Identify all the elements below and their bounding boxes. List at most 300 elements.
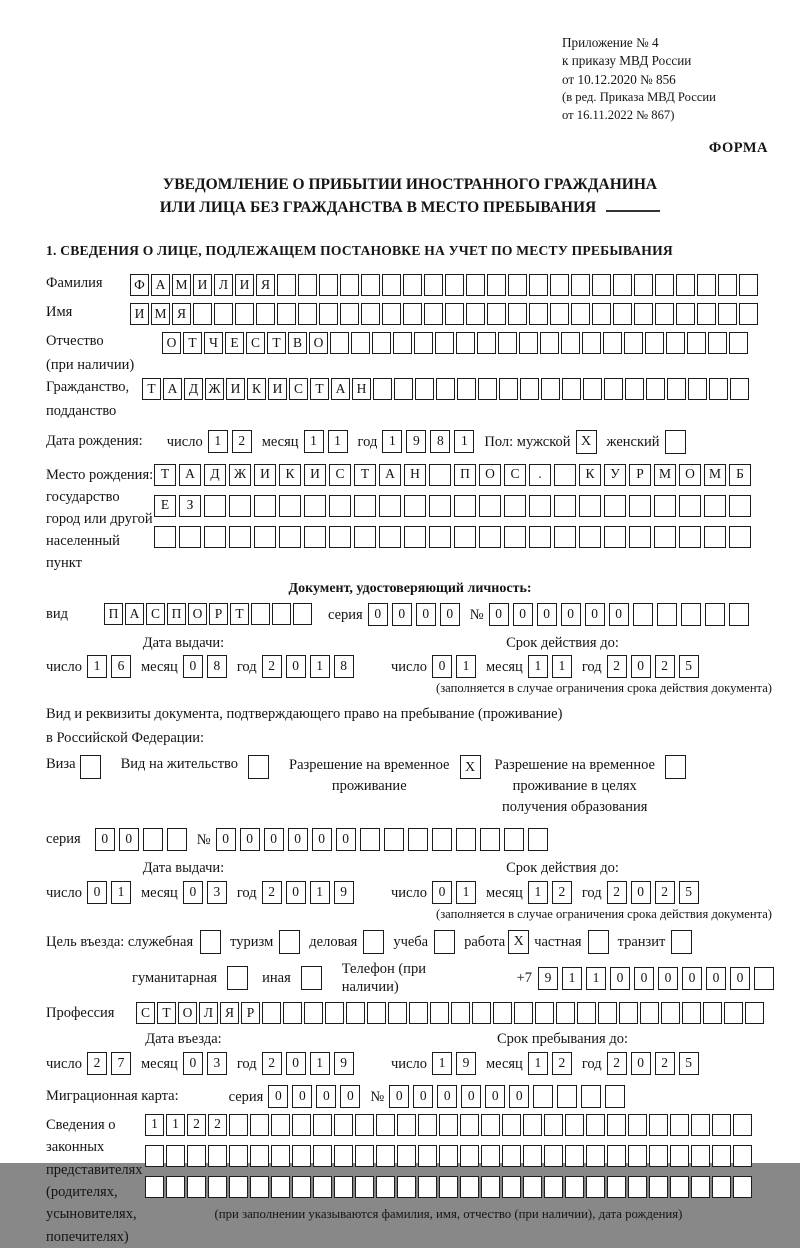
char-box[interactable]	[670, 1145, 689, 1167]
month-boxes[interactable]	[183, 1052, 227, 1075]
char-box[interactable]: 1	[456, 881, 476, 904]
char-box[interactable]	[403, 274, 422, 296]
char-box[interactable]	[367, 1002, 386, 1024]
char-box[interactable]	[355, 1145, 374, 1167]
char-box[interactable]	[154, 526, 176, 548]
char-box[interactable]: 0	[286, 655, 306, 678]
char-box[interactable]	[329, 526, 351, 548]
char-box[interactable]	[729, 603, 749, 626]
char-box[interactable]: 0	[489, 603, 509, 626]
year-boxes[interactable]	[262, 881, 354, 904]
char-box[interactable]	[460, 1145, 479, 1167]
char-box[interactable]: Ч	[204, 332, 223, 354]
char-box[interactable]: Л	[199, 1002, 218, 1024]
char-box[interactable]	[504, 495, 526, 517]
char-box[interactable]	[382, 303, 401, 325]
char-box[interactable]: 0	[416, 603, 436, 626]
char-box[interactable]: 3	[207, 881, 227, 904]
char-box[interactable]	[179, 526, 201, 548]
char-box[interactable]	[429, 526, 451, 548]
char-box[interactable]	[394, 378, 413, 400]
char-box[interactable]	[272, 603, 291, 625]
birthplace-row-1[interactable]	[154, 464, 751, 486]
char-box[interactable]	[487, 274, 506, 296]
day-boxes[interactable]	[87, 655, 131, 678]
purpose-checkbox-private[interactable]	[588, 930, 609, 954]
month-boxes[interactable]	[528, 881, 572, 904]
char-box[interactable]	[478, 378, 497, 400]
char-box[interactable]	[229, 1145, 248, 1167]
char-box[interactable]	[634, 274, 653, 296]
char-box[interactable]: Р	[241, 1002, 260, 1024]
char-box[interactable]: 0	[389, 1085, 409, 1108]
visa-checkbox[interactable]	[80, 755, 101, 779]
char-box[interactable]: 8	[334, 655, 354, 678]
char-box[interactable]: И	[304, 464, 326, 486]
char-box[interactable]	[293, 603, 312, 625]
char-box[interactable]	[166, 1176, 185, 1198]
char-box[interactable]	[579, 495, 601, 517]
char-box[interactable]	[439, 1145, 458, 1167]
char-box[interactable]: К	[279, 464, 301, 486]
char-box[interactable]	[708, 332, 727, 354]
char-box[interactable]	[397, 1176, 416, 1198]
char-box[interactable]	[565, 1114, 584, 1136]
char-box[interactable]: 0	[440, 603, 460, 626]
char-box[interactable]: 0	[292, 1085, 312, 1108]
char-box[interactable]	[384, 828, 404, 851]
char-box[interactable]: Б	[729, 464, 751, 486]
char-box[interactable]	[554, 495, 576, 517]
char-box[interactable]	[523, 1176, 542, 1198]
char-box[interactable]: 1	[586, 967, 606, 990]
char-box[interactable]: И	[235, 274, 254, 296]
char-box[interactable]: 9	[334, 881, 354, 904]
char-box[interactable]	[418, 1114, 437, 1136]
char-box[interactable]: Д	[184, 378, 203, 400]
char-box[interactable]: Е	[154, 495, 176, 517]
char-box[interactable]	[292, 1176, 311, 1198]
char-box[interactable]: 0	[432, 881, 452, 904]
char-box[interactable]	[613, 303, 632, 325]
char-box[interactable]: П	[454, 464, 476, 486]
char-box[interactable]	[481, 1145, 500, 1167]
char-box[interactable]	[583, 378, 602, 400]
char-box[interactable]	[624, 332, 643, 354]
char-box[interactable]: Т	[310, 378, 329, 400]
char-box[interactable]	[409, 1002, 428, 1024]
purpose-checkbox-humanitarian[interactable]	[227, 966, 248, 990]
char-box[interactable]	[571, 274, 590, 296]
char-box[interactable]	[586, 1114, 605, 1136]
char-box[interactable]	[607, 1145, 626, 1167]
char-box[interactable]: 2	[262, 1052, 282, 1075]
char-box[interactable]: К	[247, 378, 266, 400]
char-box[interactable]	[640, 1002, 659, 1024]
char-box[interactable]	[607, 1176, 626, 1198]
char-box[interactable]	[376, 1114, 395, 1136]
char-box[interactable]: 1	[454, 430, 474, 453]
char-box[interactable]	[705, 603, 725, 626]
char-box[interactable]	[445, 274, 464, 296]
char-box[interactable]	[313, 1114, 332, 1136]
char-box[interactable]	[604, 495, 626, 517]
char-box[interactable]	[581, 1085, 601, 1108]
char-box[interactable]: 2	[655, 1052, 675, 1075]
char-box[interactable]	[439, 1176, 458, 1198]
char-box[interactable]: С	[246, 332, 265, 354]
char-box[interactable]: 0	[631, 655, 651, 678]
char-box[interactable]	[325, 1002, 344, 1024]
char-box[interactable]	[586, 1176, 605, 1198]
char-box[interactable]	[613, 274, 632, 296]
patronymic-boxes[interactable]	[162, 332, 748, 354]
char-box[interactable]	[204, 526, 226, 548]
char-box[interactable]: С	[329, 464, 351, 486]
char-box[interactable]	[388, 1002, 407, 1024]
char-box[interactable]: Т	[183, 332, 202, 354]
char-box[interactable]	[143, 828, 163, 851]
char-box[interactable]	[298, 303, 317, 325]
char-box[interactable]	[504, 526, 526, 548]
purpose-official-checkbox[interactable]	[200, 930, 221, 954]
char-box[interactable]	[334, 1176, 353, 1198]
char-box[interactable]	[529, 495, 551, 517]
char-box[interactable]: 1	[432, 1052, 452, 1075]
char-box[interactable]: М	[704, 464, 726, 486]
char-box[interactable]	[533, 1085, 553, 1108]
char-box[interactable]	[670, 1176, 689, 1198]
char-box[interactable]	[582, 332, 601, 354]
char-box[interactable]: 0	[336, 828, 356, 851]
char-box[interactable]: А	[163, 378, 182, 400]
char-box[interactable]: 0	[119, 828, 139, 851]
char-box[interactable]: О	[309, 332, 328, 354]
migcard-number-boxes[interactable]	[389, 1085, 625, 1108]
char-box[interactable]: И	[130, 303, 149, 325]
char-box[interactable]	[493, 1002, 512, 1024]
char-box[interactable]	[502, 1114, 521, 1136]
char-box[interactable]: 2	[208, 1114, 227, 1136]
char-box[interactable]: 0	[610, 967, 630, 990]
char-box[interactable]: 0	[216, 828, 236, 851]
char-box[interactable]: 2	[87, 1052, 107, 1075]
char-box[interactable]: М	[654, 464, 676, 486]
char-box[interactable]	[523, 1114, 542, 1136]
char-box[interactable]	[271, 1145, 290, 1167]
char-box[interactable]	[604, 378, 623, 400]
blank-underline[interactable]	[606, 198, 660, 212]
char-box[interactable]	[457, 378, 476, 400]
char-box[interactable]	[529, 526, 551, 548]
char-box[interactable]: 0	[240, 828, 260, 851]
char-box[interactable]	[424, 303, 443, 325]
char-box[interactable]	[724, 1002, 743, 1024]
sex-female-checkbox[interactable]	[665, 430, 686, 454]
citizenship-boxes[interactable]	[142, 378, 749, 400]
phone-boxes[interactable]	[538, 967, 774, 990]
char-box[interactable]: Н	[352, 378, 371, 400]
char-box[interactable]	[393, 332, 412, 354]
char-box[interactable]	[403, 303, 422, 325]
char-box[interactable]	[697, 274, 716, 296]
char-box[interactable]	[514, 1002, 533, 1024]
char-box[interactable]	[351, 332, 370, 354]
staydoc-number-boxes[interactable]	[216, 828, 548, 851]
char-box[interactable]: 0	[609, 603, 629, 626]
char-box[interactable]	[628, 1114, 647, 1136]
char-box[interactable]	[739, 303, 758, 325]
char-box[interactable]	[745, 1002, 764, 1024]
char-box[interactable]: 0	[437, 1085, 457, 1108]
char-box[interactable]	[605, 1085, 625, 1108]
char-box[interactable]	[214, 303, 233, 325]
char-box[interactable]: 0	[95, 828, 115, 851]
char-box[interactable]	[418, 1145, 437, 1167]
char-box[interactable]: 0	[513, 603, 533, 626]
char-box[interactable]: 2	[187, 1114, 206, 1136]
char-box[interactable]	[649, 1114, 668, 1136]
char-box[interactable]	[235, 303, 254, 325]
char-box[interactable]: Л	[214, 274, 233, 296]
char-box[interactable]: 5	[679, 881, 699, 904]
char-box[interactable]	[577, 1002, 596, 1024]
char-box[interactable]	[429, 495, 451, 517]
iddoc-kind-boxes[interactable]	[104, 603, 312, 625]
char-box[interactable]: Ж	[229, 464, 251, 486]
char-box[interactable]	[298, 274, 317, 296]
char-box[interactable]: 2	[552, 1052, 572, 1075]
char-box[interactable]	[562, 378, 581, 400]
char-box[interactable]: О	[162, 332, 181, 354]
char-box[interactable]	[657, 603, 677, 626]
char-box[interactable]	[313, 1145, 332, 1167]
char-box[interactable]	[354, 526, 376, 548]
char-box[interactable]	[250, 1145, 269, 1167]
char-box[interactable]	[439, 1114, 458, 1136]
char-box[interactable]	[435, 332, 454, 354]
char-box[interactable]: В	[288, 332, 307, 354]
char-box[interactable]	[329, 495, 351, 517]
char-box[interactable]: И	[268, 378, 287, 400]
char-box[interactable]	[361, 303, 380, 325]
migcard-series-boxes[interactable]	[268, 1085, 360, 1108]
char-box[interactable]	[460, 1114, 479, 1136]
char-box[interactable]: 0	[631, 881, 651, 904]
char-box[interactable]	[544, 1176, 563, 1198]
char-box[interactable]	[556, 1002, 575, 1024]
char-box[interactable]	[429, 464, 451, 486]
char-box[interactable]: 0	[413, 1085, 433, 1108]
char-box[interactable]	[561, 332, 580, 354]
char-box[interactable]	[376, 1145, 395, 1167]
char-box[interactable]	[704, 495, 726, 517]
representatives-row-2[interactable]	[145, 1145, 752, 1167]
char-box[interactable]	[628, 1176, 647, 1198]
representatives-row-3[interactable]	[145, 1176, 752, 1198]
char-box[interactable]	[730, 378, 749, 400]
char-box[interactable]	[550, 303, 569, 325]
char-box[interactable]	[229, 526, 251, 548]
month-boxes[interactable]	[183, 655, 227, 678]
char-box[interactable]	[679, 526, 701, 548]
char-box[interactable]	[340, 274, 359, 296]
char-box[interactable]	[456, 828, 476, 851]
char-box[interactable]	[382, 274, 401, 296]
birth-year-boxes[interactable]	[382, 430, 474, 453]
profession-boxes[interactable]	[136, 1002, 764, 1024]
char-box[interactable]: Ф	[130, 274, 149, 296]
char-box[interactable]	[415, 378, 434, 400]
char-box[interactable]: 9	[538, 967, 558, 990]
char-box[interactable]	[629, 495, 651, 517]
char-box[interactable]: 0	[461, 1085, 481, 1108]
char-box[interactable]	[691, 1145, 710, 1167]
char-box[interactable]: Р	[209, 603, 228, 625]
char-box[interactable]	[472, 1002, 491, 1024]
purpose-checkbox-tourism[interactable]	[279, 930, 300, 954]
birth-month-boxes[interactable]	[304, 430, 348, 453]
purpose-checkbox-study[interactable]	[434, 930, 455, 954]
day-boxes[interactable]	[432, 1052, 476, 1075]
year-boxes[interactable]	[262, 1052, 354, 1075]
char-box[interactable]	[619, 1002, 638, 1024]
char-box[interactable]	[430, 1002, 449, 1024]
char-box[interactable]	[666, 332, 685, 354]
birth-day-boxes[interactable]	[208, 430, 252, 453]
char-box[interactable]	[424, 274, 443, 296]
char-box[interactable]	[479, 495, 501, 517]
char-box[interactable]: С	[504, 464, 526, 486]
char-box[interactable]: 1	[552, 655, 572, 678]
char-box[interactable]: 1	[562, 967, 582, 990]
char-box[interactable]	[655, 303, 674, 325]
char-box[interactable]	[603, 332, 622, 354]
char-box[interactable]	[733, 1176, 752, 1198]
char-box[interactable]	[565, 1145, 584, 1167]
temp-permit-checkbox[interactable]: X	[460, 755, 481, 779]
char-box[interactable]: Т	[142, 378, 161, 400]
char-box[interactable]: А	[379, 464, 401, 486]
char-box[interactable]	[432, 828, 452, 851]
char-box[interactable]	[540, 332, 559, 354]
char-box[interactable]	[687, 332, 706, 354]
char-box[interactable]: 2	[655, 655, 675, 678]
char-box[interactable]	[466, 303, 485, 325]
char-box[interactable]: И	[254, 464, 276, 486]
char-box[interactable]	[334, 1114, 353, 1136]
char-box[interactable]: 9	[406, 430, 426, 453]
char-box[interactable]	[697, 303, 716, 325]
char-box[interactable]	[554, 526, 576, 548]
char-box[interactable]	[733, 1114, 752, 1136]
char-box[interactable]: 0	[288, 828, 308, 851]
char-box[interactable]	[145, 1176, 164, 1198]
char-box[interactable]	[499, 378, 518, 400]
char-box[interactable]	[535, 1002, 554, 1024]
char-box[interactable]: 1	[304, 430, 324, 453]
char-box[interactable]	[739, 274, 758, 296]
char-box[interactable]	[579, 526, 601, 548]
month-boxes[interactable]	[528, 655, 572, 678]
char-box[interactable]	[544, 1114, 563, 1136]
char-box[interactable]	[355, 1176, 374, 1198]
char-box[interactable]: 2	[552, 881, 572, 904]
char-box[interactable]	[250, 1176, 269, 1198]
char-box[interactable]: 5	[679, 1052, 699, 1075]
char-box[interactable]: 0	[312, 828, 332, 851]
char-box[interactable]	[354, 495, 376, 517]
char-box[interactable]	[292, 1114, 311, 1136]
month-boxes[interactable]	[183, 881, 227, 904]
char-box[interactable]: 2	[262, 655, 282, 678]
char-box[interactable]	[661, 1002, 680, 1024]
char-box[interactable]	[520, 378, 539, 400]
char-box[interactable]	[529, 303, 548, 325]
char-box[interactable]: 6	[111, 655, 131, 678]
char-box[interactable]: 0	[658, 967, 678, 990]
char-box[interactable]	[718, 303, 737, 325]
char-box[interactable]: 1	[382, 430, 402, 453]
char-box[interactable]	[283, 1002, 302, 1024]
char-box[interactable]	[625, 378, 644, 400]
char-box[interactable]	[372, 332, 391, 354]
char-box[interactable]: 0	[682, 967, 702, 990]
purpose-checkbox-transit[interactable]	[671, 930, 692, 954]
char-box[interactable]	[330, 332, 349, 354]
representatives-row-1[interactable]	[145, 1114, 752, 1136]
iddoc-number-boxes[interactable]	[489, 603, 749, 626]
given-name-boxes[interactable]	[130, 303, 758, 325]
char-box[interactable]	[629, 526, 651, 548]
char-box[interactable]	[436, 378, 455, 400]
char-box[interactable]	[376, 1176, 395, 1198]
char-box[interactable]: 3	[207, 1052, 227, 1075]
char-box[interactable]: Я	[172, 303, 191, 325]
residence-checkbox[interactable]	[248, 755, 269, 779]
char-box[interactable]	[634, 303, 653, 325]
char-box[interactable]	[529, 274, 548, 296]
char-box[interactable]	[712, 1176, 731, 1198]
char-box[interactable]	[229, 1114, 248, 1136]
edu-permit-checkbox[interactable]	[665, 755, 686, 779]
char-box[interactable]	[373, 378, 392, 400]
char-box[interactable]	[346, 1002, 365, 1024]
char-box[interactable]: 0	[268, 1085, 288, 1108]
char-box[interactable]	[649, 1176, 668, 1198]
char-box[interactable]	[292, 1145, 311, 1167]
char-box[interactable]	[334, 1145, 353, 1167]
char-box[interactable]: 0	[340, 1085, 360, 1108]
char-box[interactable]	[676, 274, 695, 296]
char-box[interactable]: Т	[354, 464, 376, 486]
char-box[interactable]: 0	[730, 967, 750, 990]
char-box[interactable]: А	[125, 603, 144, 625]
char-box[interactable]: 0	[264, 828, 284, 851]
char-box[interactable]: 8	[207, 655, 227, 678]
char-box[interactable]	[544, 1145, 563, 1167]
char-box[interactable]: 1	[328, 430, 348, 453]
day-boxes[interactable]	[87, 1052, 131, 1075]
char-box[interactable]: О	[188, 603, 207, 625]
char-box[interactable]	[250, 1114, 269, 1136]
char-box[interactable]: Ж	[205, 378, 224, 400]
char-box[interactable]	[208, 1145, 227, 1167]
char-box[interactable]	[557, 1085, 577, 1108]
char-box[interactable]: А	[331, 378, 350, 400]
char-box[interactable]	[670, 1114, 689, 1136]
char-box[interactable]: М	[151, 303, 170, 325]
